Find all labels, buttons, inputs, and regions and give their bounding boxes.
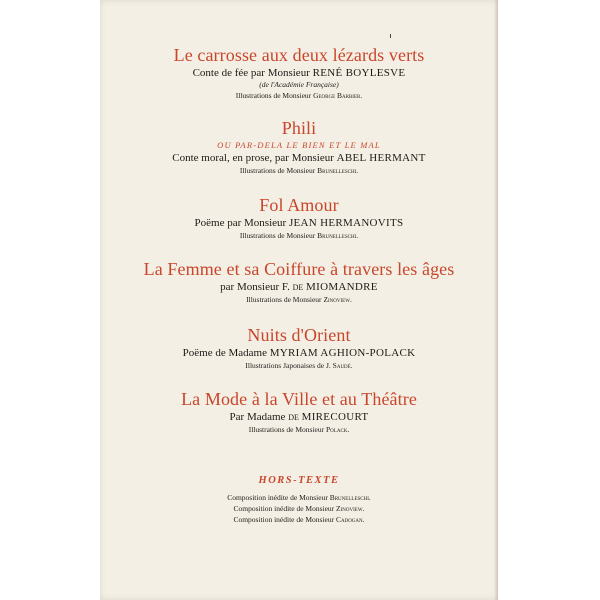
entry-title: La Femme et sa Coiffure à travers les âges bbox=[143, 259, 455, 279]
entry-byline bbox=[100, 216, 498, 230]
entry-title: Nuits d'Orient bbox=[247, 325, 351, 345]
hors-artist: Cadogan. bbox=[335, 515, 365, 524]
hors-texte-title: HORS-TEXTE bbox=[258, 475, 340, 486]
author-note: (de l'Académie Française) bbox=[259, 80, 339, 89]
author-prefix: F. de bbox=[281, 281, 304, 293]
author-name: ABEL HERMANT bbox=[336, 152, 426, 164]
author-name: MIRECOURT bbox=[301, 411, 369, 423]
entry-illustrations bbox=[100, 360, 498, 371]
byline-prefix: Conte de fée par Monsieur bbox=[192, 67, 310, 79]
illustrator-name: Brunelleschi. bbox=[317, 231, 359, 240]
entry-phili bbox=[100, 117, 498, 176]
entry-illustrations bbox=[100, 424, 498, 435]
entry-title: Le carrosse aux deux lézards verts bbox=[173, 45, 425, 65]
table-of-contents bbox=[100, 44, 498, 525]
entry-illustrations bbox=[100, 90, 498, 101]
page-mark bbox=[390, 34, 391, 38]
entry-byline bbox=[100, 151, 498, 165]
entry-title: Fol Amour bbox=[259, 195, 339, 215]
illustrator-name: Brunelleschi. bbox=[317, 166, 359, 175]
author-name: RENÉ BOYLESVE bbox=[312, 67, 406, 79]
hors-prefix: Composition inédite de Monsieur bbox=[233, 515, 335, 524]
entry-byline bbox=[100, 280, 498, 294]
entry-carrosse bbox=[100, 44, 498, 101]
entry-fol-amour bbox=[100, 194, 498, 241]
entry-la-mode bbox=[100, 388, 498, 435]
book-page bbox=[100, 0, 498, 600]
entry-title: Phili bbox=[281, 118, 317, 138]
illustrator-name: J. Saudé. bbox=[326, 361, 353, 370]
byline-prefix: Conte moral, en prose, par Monsieur bbox=[172, 152, 334, 164]
author-name: MIOMANDRE bbox=[306, 281, 378, 293]
illustrator-name: George Barbier. bbox=[313, 91, 363, 100]
hors-texte-section bbox=[100, 475, 498, 525]
illus-prefix: Illustrations de Monsieur bbox=[248, 425, 325, 434]
byline-prefix: par Monsieur bbox=[220, 281, 280, 293]
entry-subtitle: OU PAR-DELA LE BIEN ET LE MAL bbox=[217, 140, 381, 150]
entry-la-femme bbox=[100, 258, 498, 305]
entry-byline bbox=[100, 346, 498, 360]
entry-illustrations bbox=[100, 294, 498, 305]
author-prefix: de bbox=[288, 411, 299, 423]
entry-illustrations bbox=[100, 165, 498, 176]
illus-prefix: Illustrations de Monsieur bbox=[246, 295, 322, 304]
hors-artist: Brunelleschi. bbox=[329, 493, 371, 502]
entry-nuits-d-orient bbox=[100, 324, 498, 371]
illus-prefix: Illustrations de Monsieur bbox=[235, 91, 312, 100]
entry-title: La Mode à la Ville et au Théâtre bbox=[181, 389, 417, 409]
entry-byline bbox=[100, 410, 498, 424]
hors-artist: Zinoview. bbox=[336, 504, 365, 513]
byline-prefix: Poëme de Madame bbox=[182, 347, 267, 359]
byline-prefix: Poëme par Monsieur bbox=[194, 217, 287, 229]
hors-texte-line bbox=[100, 492, 498, 503]
illus-prefix: Illustrations Japonaises de bbox=[245, 361, 325, 370]
byline-prefix: Par Madame bbox=[229, 411, 286, 423]
illus-prefix: Illustrations de Monsieur bbox=[239, 166, 316, 175]
entry-illustrations bbox=[100, 230, 498, 241]
illustrator-name: Polack. bbox=[326, 425, 350, 434]
illus-prefix: Illustrations de Monsieur bbox=[239, 231, 316, 240]
hors-texte-line bbox=[100, 503, 498, 514]
author-name: JEAN HERMANOVITS bbox=[288, 217, 404, 229]
author-name: MYRIAM AGHION-POLACK bbox=[269, 347, 416, 359]
illustrator-name: Zinoview. bbox=[323, 295, 352, 304]
hors-prefix: Composition inédite de Monsieur bbox=[233, 504, 335, 513]
hors-texte-line bbox=[100, 514, 498, 525]
entry-byline bbox=[100, 66, 498, 80]
hors-prefix: Composition inédite de Monsieur bbox=[227, 493, 328, 502]
